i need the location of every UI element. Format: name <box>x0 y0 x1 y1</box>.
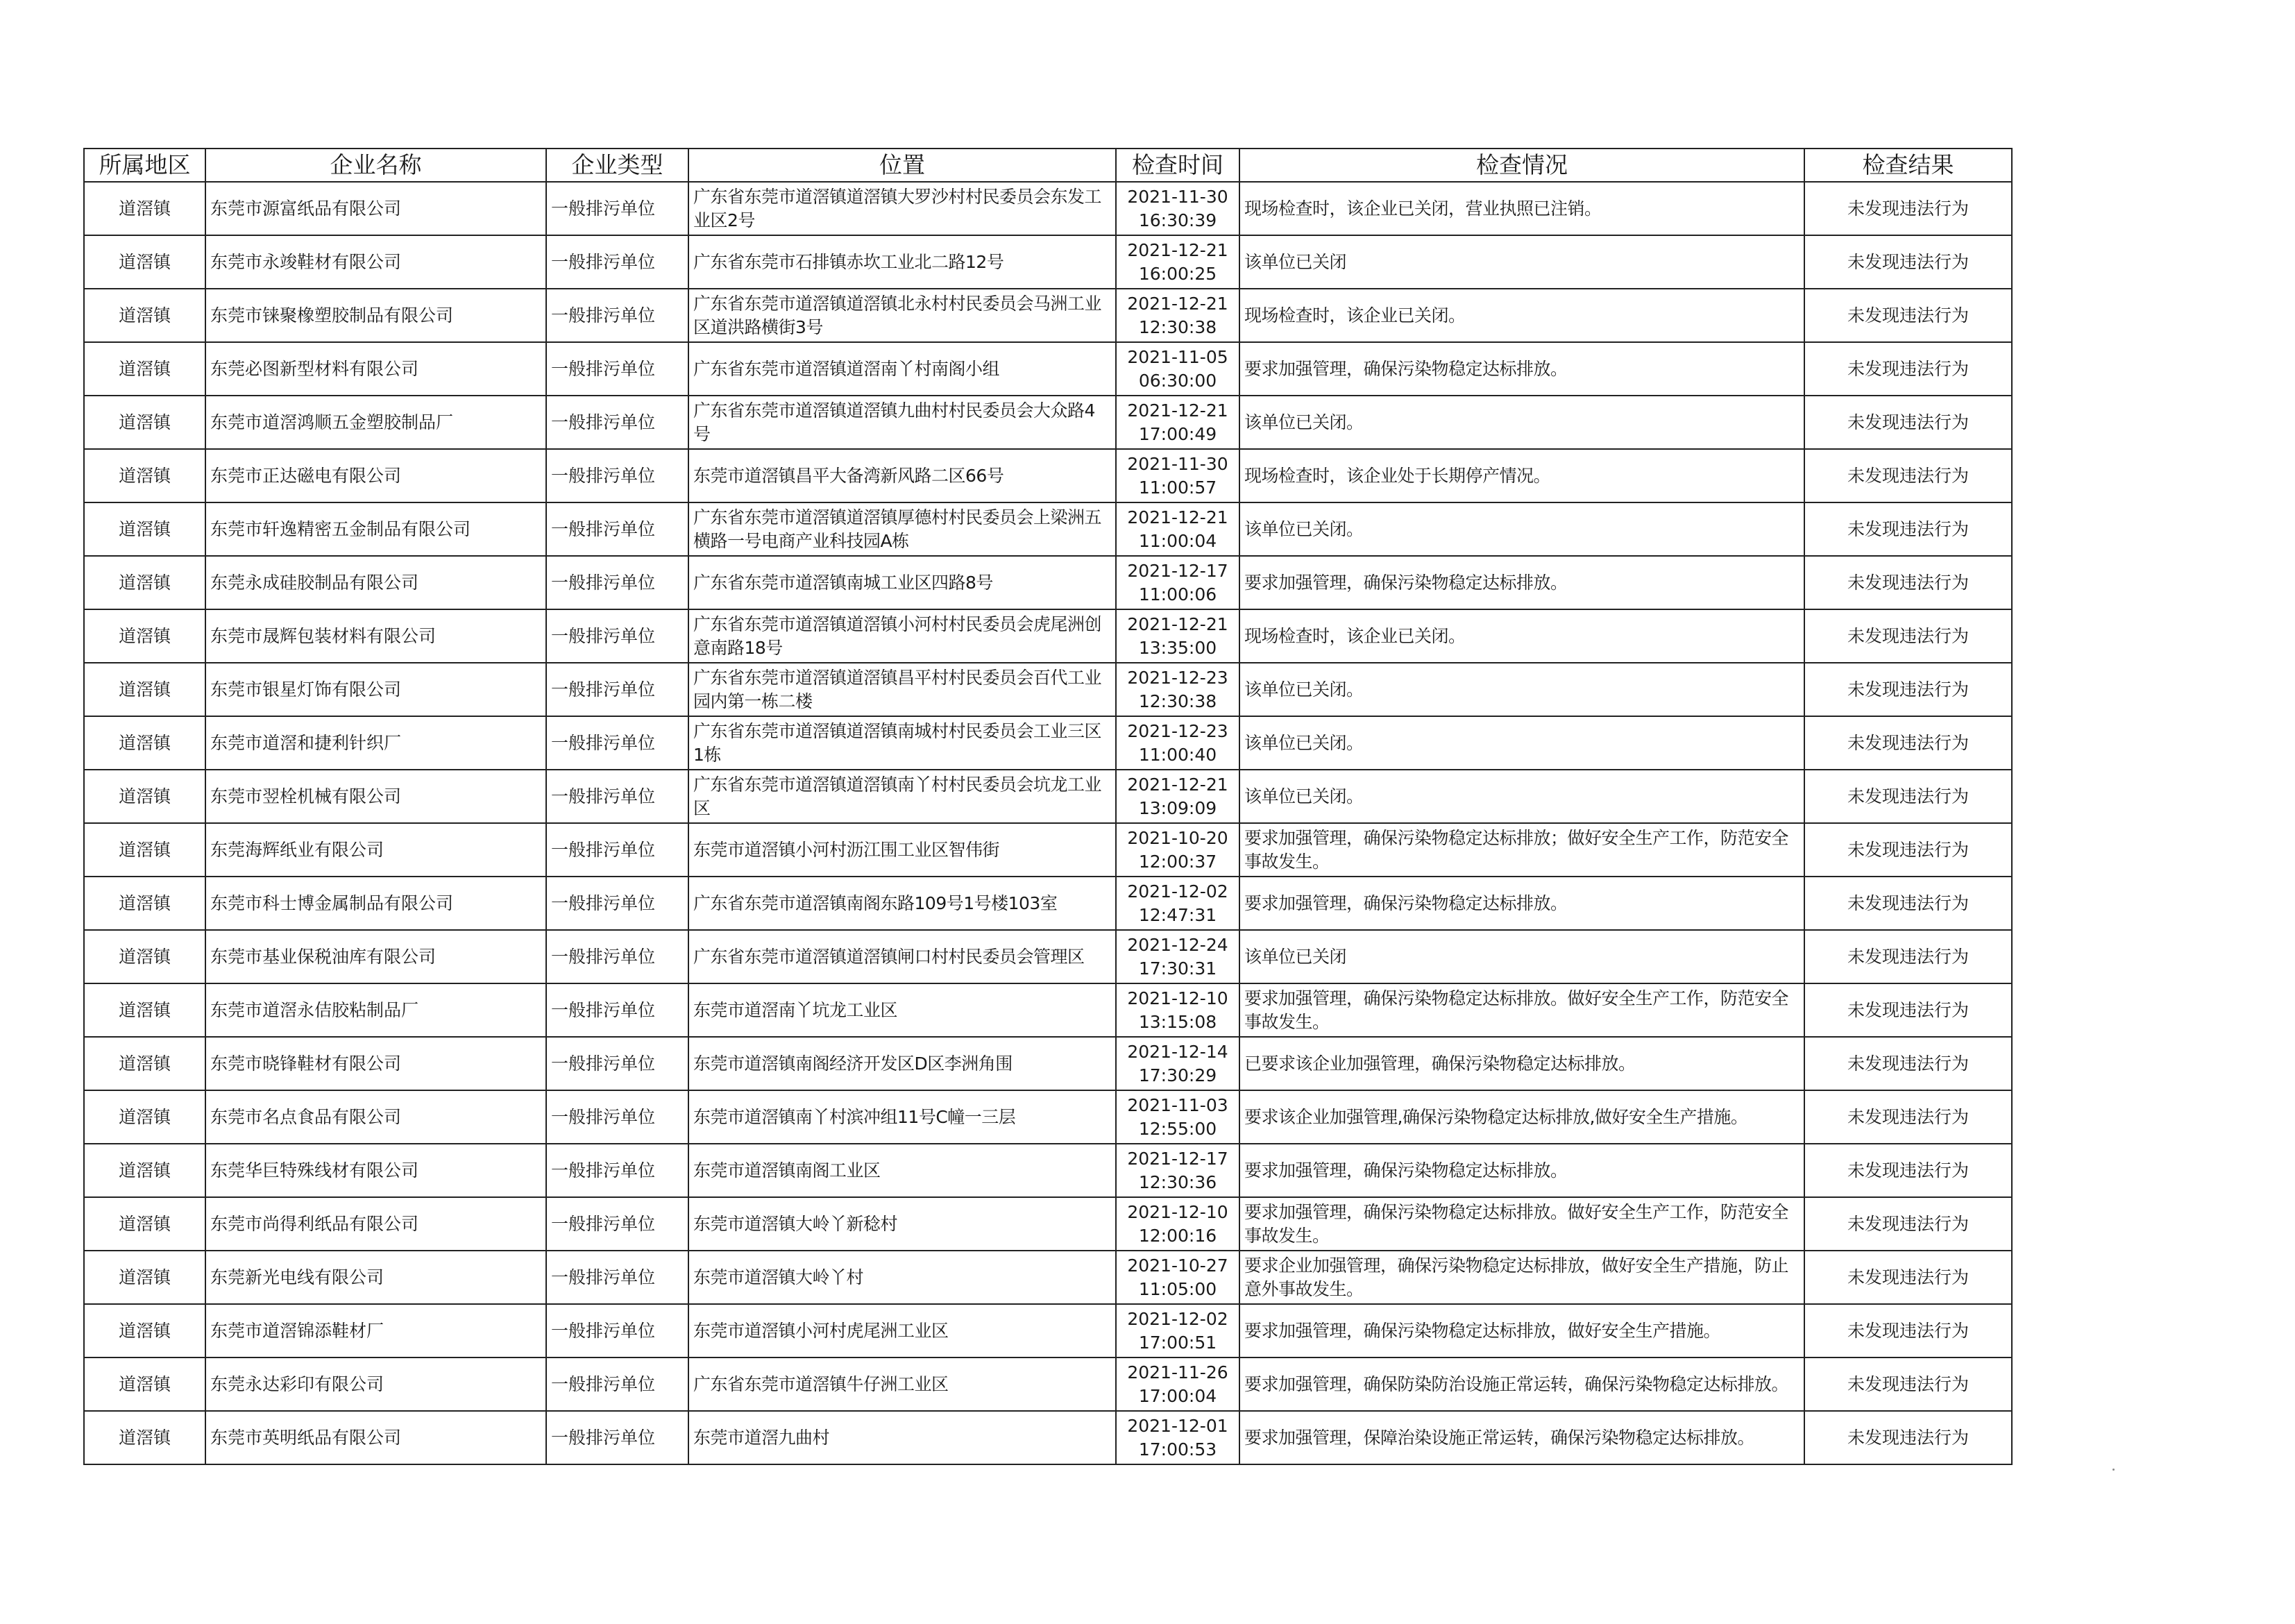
cell-type: 一般排污单位 <box>546 396 688 449</box>
cell-region: 道滘镇 <box>84 1037 205 1090</box>
cell-location: 东莞市道滘镇大岭丫村 <box>688 1251 1116 1304</box>
cell-inspection-time <box>1116 1304 1239 1357</box>
cell-location: 广东省东莞市道滘镇道滘镇厚德村村民委员会上梁洲五横路一号电商产业科技园A栋 <box>688 502 1116 556</box>
cell-result: 未发现违法行为 <box>1804 1304 2012 1357</box>
cell-inspection-time <box>1116 1411 1239 1464</box>
inspection-clock: 17:30:29 <box>1138 1065 1217 1085</box>
cell-inspection-time <box>1116 1037 1239 1090</box>
cell-situation: 要求该企业加强管理,确保污染物稳定达标排放,做好安全生产措施。 <box>1239 1090 1804 1144</box>
cell-company: 东莞市道滘永佶胶粘制品厂 <box>205 983 546 1037</box>
cell-result: 未发现违法行为 <box>1804 1197 2012 1251</box>
cell-type: 一般排污单位 <box>546 1144 688 1197</box>
cell-inspection-time <box>1116 770 1239 823</box>
inspection-clock: 17:00:51 <box>1138 1332 1217 1353</box>
header-situation: 检查情况 <box>1239 149 1804 182</box>
cell-situation: 要求加强管理，确保防染防治设施正常运转，确保污染物稳定达标排放。 <box>1239 1357 1804 1411</box>
inspection-date: 2021-12-10 <box>1127 1201 1228 1222</box>
cell-region: 道滘镇 <box>84 289 205 342</box>
inspection-date: 2021-12-21 <box>1127 614 1228 634</box>
cell-company: 东莞市基业保税油库有限公司 <box>205 930 546 983</box>
cell-location: 广东省东莞市石排镇赤坎工业北二路12号 <box>688 235 1116 289</box>
inspection-date: 2021-12-10 <box>1127 988 1228 1008</box>
cell-company: 东莞永达彩印有限公司 <box>205 1357 546 1411</box>
table-row <box>84 1144 2012 1197</box>
cell-type: 一般排污单位 <box>546 1197 688 1251</box>
cell-situation: 要求加强管理，确保污染物稳定达标排放。 <box>1239 342 1804 396</box>
cell-type: 一般排污单位 <box>546 1037 688 1090</box>
cell-result: 未发现违法行为 <box>1804 1411 2012 1464</box>
cell-inspection-time <box>1116 823 1239 877</box>
cell-inspection-time <box>1116 289 1239 342</box>
table-row <box>84 556 2012 609</box>
cell-inspection-time <box>1116 983 1239 1037</box>
header-location: 位置 <box>688 149 1116 182</box>
cell-result: 未发现违法行为 <box>1804 716 2012 770</box>
cell-situation: 要求加强管理，确保污染物稳定达标排放。做好安全生产工作，防范安全事故发生。 <box>1239 1197 1804 1251</box>
cell-company: 东莞市轩逸精密五金制品有限公司 <box>205 502 546 556</box>
cell-inspection-time <box>1116 1090 1239 1144</box>
cell-inspection-time <box>1116 1251 1239 1304</box>
cell-type: 一般排污单位 <box>546 716 688 770</box>
table-row <box>84 716 2012 770</box>
cell-region: 道滘镇 <box>84 1090 205 1144</box>
cell-type: 一般排污单位 <box>546 556 688 609</box>
cell-company: 东莞新光电线有限公司 <box>205 1251 546 1304</box>
cell-company: 东莞市科士博金属制品有限公司 <box>205 877 546 930</box>
cell-region: 道滘镇 <box>84 983 205 1037</box>
inspection-record-sheet <box>83 148 2011 1465</box>
cell-situation: 要求加强管理，保障治染设施正常运转，确保污染物稳定达标排放。 <box>1239 1411 1804 1464</box>
inspection-clock: 17:00:49 <box>1138 423 1217 444</box>
cell-location: 广东省东莞市道滘镇道滘镇北永村村民委员会马洲工业区道洪路横街3号 <box>688 289 1116 342</box>
cell-type: 一般排污单位 <box>546 289 688 342</box>
inspection-clock: 13:09:09 <box>1138 797 1217 818</box>
cell-result: 未发现违法行为 <box>1804 449 2012 502</box>
inspection-date: 2021-12-21 <box>1127 774 1228 795</box>
cell-company: 东莞必图新型材料有限公司 <box>205 342 546 396</box>
cell-type: 一般排污单位 <box>546 983 688 1037</box>
inspection-date: 2021-12-02 <box>1127 881 1228 902</box>
inspection-clock: 17:00:53 <box>1138 1439 1217 1460</box>
cell-result: 未发现违法行为 <box>1804 663 2012 716</box>
cell-region: 道滘镇 <box>84 823 205 877</box>
inspection-date: 2021-11-03 <box>1127 1094 1228 1115</box>
cell-type: 一般排污单位 <box>546 609 688 663</box>
cell-region: 道滘镇 <box>84 877 205 930</box>
cell-type: 一般排污单位 <box>546 235 688 289</box>
cell-result: 未发现违法行为 <box>1804 877 2012 930</box>
cell-inspection-time <box>1116 1357 1239 1411</box>
cell-region: 道滘镇 <box>84 1197 205 1251</box>
cell-result: 未发现违法行为 <box>1804 983 2012 1037</box>
cell-inspection-time <box>1116 182 1239 235</box>
cell-result: 未发现违法行为 <box>1804 1090 2012 1144</box>
cell-situation: 该单位已关闭。 <box>1239 716 1804 770</box>
cell-location: 广东省东莞市道滘镇道滘镇南城村村民委员会工业三区1栋 <box>688 716 1116 770</box>
cell-company: 东莞市英明纸品有限公司 <box>205 1411 546 1464</box>
cell-company: 东莞市道滘锦添鞋材厂 <box>205 1304 546 1357</box>
cell-situation: 该单位已关闭。 <box>1239 396 1804 449</box>
cell-result: 未发现违法行为 <box>1804 1251 2012 1304</box>
cell-location: 广东省东莞市道滘镇道滘镇小河村村民委员会虎尾洲创意南路18号 <box>688 609 1116 663</box>
cell-situation: 要求企业加强管理，确保污染物稳定达标排放，做好安全生产措施，防止意外事故发生。 <box>1239 1251 1804 1304</box>
inspection-clock: 11:00:04 <box>1138 530 1217 551</box>
inspection-date: 2021-12-14 <box>1127 1041 1228 1062</box>
cell-company: 东莞市银星灯饰有限公司 <box>205 663 546 716</box>
cell-company: 东莞市晟辉包装材料有限公司 <box>205 609 546 663</box>
header-row <box>84 149 2012 182</box>
cell-location: 广东省东莞市道滘镇牛仔洲工业区 <box>688 1357 1116 1411</box>
cell-situation: 已要求该企业加强管理，确保污染物稳定达标排放。 <box>1239 1037 1804 1090</box>
cell-location: 东莞市道滘镇南阁工业区 <box>688 1144 1116 1197</box>
table-row <box>84 1411 2012 1464</box>
header-region: 所属地区 <box>84 149 205 182</box>
cell-result: 未发现违法行为 <box>1804 289 2012 342</box>
inspection-date: 2021-12-17 <box>1127 560 1228 581</box>
cell-situation: 要求加强管理，确保污染物稳定达标排放，做好安全生产措施。 <box>1239 1304 1804 1357</box>
cell-result: 未发现违法行为 <box>1804 182 2012 235</box>
inspection-date: 2021-12-21 <box>1127 507 1228 527</box>
cell-result: 未发现违法行为 <box>1804 609 2012 663</box>
table-row <box>84 1037 2012 1090</box>
header-company: 企业名称 <box>205 149 546 182</box>
cell-location: 广东省东莞市道滘镇南阁东路109号1号楼103室 <box>688 877 1116 930</box>
cell-region: 道滘镇 <box>84 235 205 289</box>
inspection-clock: 17:00:04 <box>1138 1385 1217 1406</box>
inspection-date: 2021-10-27 <box>1127 1255 1228 1276</box>
cell-result: 未发现违法行为 <box>1804 342 2012 396</box>
cell-situation: 该单位已关闭 <box>1239 930 1804 983</box>
cell-situation: 要求加强管理，确保污染物稳定达标排放。 <box>1239 1144 1804 1197</box>
cell-type: 一般排污单位 <box>546 1304 688 1357</box>
cell-company: 东莞华巨特殊线材有限公司 <box>205 1144 546 1197</box>
cell-situation: 现场检查时，该企业处于长期停产情况。 <box>1239 449 1804 502</box>
cell-region: 道滘镇 <box>84 556 205 609</box>
inspection-date: 2021-12-01 <box>1127 1415 1228 1436</box>
cell-inspection-time <box>1116 663 1239 716</box>
table-row <box>84 609 2012 663</box>
cell-location: 广东省东莞市道滘镇道滘镇南丫村村民委员会坑龙工业区 <box>688 770 1116 823</box>
table-row <box>84 983 2012 1037</box>
cell-type: 一般排污单位 <box>546 823 688 877</box>
cell-situation: 该单位已关闭。 <box>1239 502 1804 556</box>
cell-location: 东莞市道滘镇昌平大备湾新风路二区66号 <box>688 449 1116 502</box>
inspection-clock: 16:00:25 <box>1138 263 1217 284</box>
cell-company: 东莞市源富纸品有限公司 <box>205 182 546 235</box>
cell-situation: 现场检查时，该企业已关闭。 <box>1239 609 1804 663</box>
cell-inspection-time <box>1116 1144 1239 1197</box>
table-row <box>84 663 2012 716</box>
cell-type: 一般排污单位 <box>546 1411 688 1464</box>
table-row <box>84 1197 2012 1251</box>
inspection-clock: 12:30:38 <box>1138 316 1217 337</box>
table-row <box>84 396 2012 449</box>
table-row <box>84 770 2012 823</box>
cell-result: 未发现违法行为 <box>1804 502 2012 556</box>
inspection-date: 2021-11-26 <box>1127 1362 1228 1382</box>
inspection-date: 2021-12-21 <box>1127 400 1228 421</box>
table-row <box>84 182 2012 235</box>
cell-situation: 该单位已关闭。 <box>1239 663 1804 716</box>
cell-region: 道滘镇 <box>84 1251 205 1304</box>
inspection-date: 2021-11-30 <box>1127 186 1228 207</box>
cell-region: 道滘镇 <box>84 609 205 663</box>
cell-result: 未发现违法行为 <box>1804 930 2012 983</box>
header-result: 检查结果 <box>1804 149 2012 182</box>
inspection-clock: 13:15:08 <box>1138 1011 1217 1032</box>
inspection-date: 2021-12-02 <box>1127 1308 1228 1329</box>
cell-region: 道滘镇 <box>84 716 205 770</box>
inspection-clock: 12:30:38 <box>1138 691 1217 711</box>
cell-result: 未发现违法行为 <box>1804 1357 2012 1411</box>
cell-location: 东莞市道滘镇小河村沥江围工业区智伟街 <box>688 823 1116 877</box>
header-type: 企业类型 <box>546 149 688 182</box>
cell-situation: 要求加强管理，确保污染物稳定达标排放；做好安全生产工作，防范安全事故发生。 <box>1239 823 1804 877</box>
table-row <box>84 1090 2012 1144</box>
cell-inspection-time <box>1116 502 1239 556</box>
cell-company: 东莞市永竣鞋材有限公司 <box>205 235 546 289</box>
cell-company: 东莞市道滘鸿顺五金塑胶制品厂 <box>205 396 546 449</box>
inspection-table <box>83 148 2013 1465</box>
cell-location: 广东省东莞市道滘镇南城工业区四路8号 <box>688 556 1116 609</box>
inspection-clock: 17:30:31 <box>1138 958 1217 979</box>
table-row <box>84 1357 2012 1411</box>
cell-location: 东莞市道滘镇大岭丫新稔村 <box>688 1197 1116 1251</box>
cell-location: 东莞市道滘镇小河村虎尾洲工业区 <box>688 1304 1116 1357</box>
cell-result: 未发现违法行为 <box>1804 823 2012 877</box>
cell-region: 道滘镇 <box>84 396 205 449</box>
cell-company: 东莞市尚得利纸品有限公司 <box>205 1197 546 1251</box>
cell-company: 东莞市翌栓机械有限公司 <box>205 770 546 823</box>
cell-situation: 要求加强管理，确保污染物稳定达标排放。 <box>1239 556 1804 609</box>
table-row <box>84 1304 2012 1357</box>
cell-location: 东莞市道滘南丫坑龙工业区 <box>688 983 1116 1037</box>
cell-type: 一般排污单位 <box>546 770 688 823</box>
cell-location: 东莞市道滘镇南丫村滨冲组11号C幢一三层 <box>688 1090 1116 1144</box>
inspection-clock: 12:30:36 <box>1138 1172 1217 1192</box>
cell-company: 东莞市正达磁电有限公司 <box>205 449 546 502</box>
cell-location: 东莞市道滘九曲村 <box>688 1411 1116 1464</box>
table-row <box>84 235 2012 289</box>
table-row <box>84 449 2012 502</box>
cell-inspection-time <box>1116 609 1239 663</box>
header-time: 检查时间 <box>1116 149 1239 182</box>
cell-inspection-time <box>1116 877 1239 930</box>
cell-inspection-time <box>1116 396 1239 449</box>
cell-region: 道滘镇 <box>84 1411 205 1464</box>
cell-type: 一般排污单位 <box>546 1357 688 1411</box>
cell-type: 一般排污单位 <box>546 1090 688 1144</box>
inspection-clock: 13:35:00 <box>1138 637 1217 658</box>
cell-company: 东莞市铼聚橡塑胶制品有限公司 <box>205 289 546 342</box>
cell-company: 东莞市名点食品有限公司 <box>205 1090 546 1144</box>
inspection-date: 2021-12-24 <box>1127 934 1228 955</box>
cell-type: 一般排污单位 <box>546 182 688 235</box>
cell-result: 未发现违法行为 <box>1804 556 2012 609</box>
cell-situation: 该单位已关闭 <box>1239 235 1804 289</box>
cell-type: 一般排污单位 <box>546 930 688 983</box>
inspection-clock: 12:47:31 <box>1138 904 1217 925</box>
cell-region: 道滘镇 <box>84 663 205 716</box>
cell-type: 一般排污单位 <box>546 342 688 396</box>
cell-region: 道滘镇 <box>84 449 205 502</box>
cell-inspection-time <box>1116 1197 1239 1251</box>
cell-situation: 现场检查时，该企业已关闭。 <box>1239 289 1804 342</box>
cell-situation: 现场检查时，该企业已关闭，营业执照已注销。 <box>1239 182 1804 235</box>
table-row <box>84 930 2012 983</box>
cell-region: 道滘镇 <box>84 930 205 983</box>
inspection-clock: 06:30:00 <box>1138 370 1217 391</box>
inspection-clock: 11:00:06 <box>1138 584 1217 604</box>
cell-result: 未发现违法行为 <box>1804 235 2012 289</box>
cell-location: 广东省东莞市道滘镇道滘镇九曲村村民委员会大众路4号 <box>688 396 1116 449</box>
cell-result: 未发现违法行为 <box>1804 396 2012 449</box>
cell-situation: 要求加强管理，确保污染物稳定达标排放。做好安全生产工作，防范安全事故发生。 <box>1239 983 1804 1037</box>
cell-result: 未发现违法行为 <box>1804 1037 2012 1090</box>
inspection-clock: 12:00:16 <box>1138 1225 1217 1246</box>
cell-location: 广东省东莞市道滘镇道滘镇大罗沙村村民委员会东发工业区2号 <box>688 182 1116 235</box>
cell-type: 一般排污单位 <box>546 502 688 556</box>
cell-company: 东莞永成硅胶制品有限公司 <box>205 556 546 609</box>
scan-speck <box>2112 1469 2115 1471</box>
cell-region: 道滘镇 <box>84 770 205 823</box>
cell-situation: 要求加强管理，确保污染物稳定达标排放。 <box>1239 877 1804 930</box>
cell-inspection-time <box>1116 449 1239 502</box>
cell-type: 一般排污单位 <box>546 449 688 502</box>
cell-company: 东莞海辉纸业有限公司 <box>205 823 546 877</box>
cell-type: 一般排污单位 <box>546 663 688 716</box>
inspection-clock: 12:55:00 <box>1138 1118 1217 1139</box>
cell-region: 道滘镇 <box>84 1357 205 1411</box>
table-row <box>84 502 2012 556</box>
table-row <box>84 823 2012 877</box>
table-body <box>84 182 2012 1464</box>
inspection-date: 2021-12-23 <box>1127 667 1228 688</box>
cell-type: 一般排污单位 <box>546 877 688 930</box>
cell-company: 东莞市晓锋鞋材有限公司 <box>205 1037 546 1090</box>
table-row <box>84 342 2012 396</box>
inspection-date: 2021-12-21 <box>1127 239 1228 260</box>
cell-region: 道滘镇 <box>84 182 205 235</box>
cell-result: 未发现违法行为 <box>1804 1144 2012 1197</box>
cell-location: 广东省东莞市道滘镇道滘镇闸口村村民委员会管理区 <box>688 930 1116 983</box>
cell-inspection-time <box>1116 556 1239 609</box>
inspection-date: 2021-10-20 <box>1127 827 1228 848</box>
cell-situation: 该单位已关闭。 <box>1239 770 1804 823</box>
cell-location: 广东省东莞市道滘镇道滘南丫村南阁小组 <box>688 342 1116 396</box>
inspection-clock: 11:00:40 <box>1138 744 1217 765</box>
cell-region: 道滘镇 <box>84 502 205 556</box>
cell-inspection-time <box>1116 716 1239 770</box>
cell-location: 广东省东莞市道滘镇道滘镇昌平村村民委员会百代工业园内第一栋二楼 <box>688 663 1116 716</box>
cell-inspection-time <box>1116 930 1239 983</box>
table-row <box>84 1251 2012 1304</box>
inspection-date: 2021-12-21 <box>1127 293 1228 314</box>
inspection-clock: 11:05:00 <box>1138 1278 1217 1299</box>
inspection-clock: 11:00:57 <box>1138 477 1217 498</box>
cell-company: 东莞市道滘和捷利针织厂 <box>205 716 546 770</box>
cell-location: 东莞市道滘镇南阁经济开发区D区李洲角围 <box>688 1037 1116 1090</box>
inspection-date: 2021-11-05 <box>1127 346 1228 367</box>
inspection-clock: 16:30:39 <box>1138 210 1217 230</box>
cell-inspection-time <box>1116 342 1239 396</box>
inspection-date: 2021-12-17 <box>1127 1148 1228 1169</box>
cell-region: 道滘镇 <box>84 1144 205 1197</box>
cell-result: 未发现违法行为 <box>1804 770 2012 823</box>
cell-region: 道滘镇 <box>84 342 205 396</box>
table-row <box>84 289 2012 342</box>
table-row <box>84 877 2012 930</box>
cell-type: 一般排污单位 <box>546 1251 688 1304</box>
cell-region: 道滘镇 <box>84 1304 205 1357</box>
inspection-clock: 12:00:37 <box>1138 851 1217 872</box>
inspection-date: 2021-11-30 <box>1127 453 1228 474</box>
inspection-date: 2021-12-23 <box>1127 720 1228 741</box>
cell-inspection-time <box>1116 235 1239 289</box>
